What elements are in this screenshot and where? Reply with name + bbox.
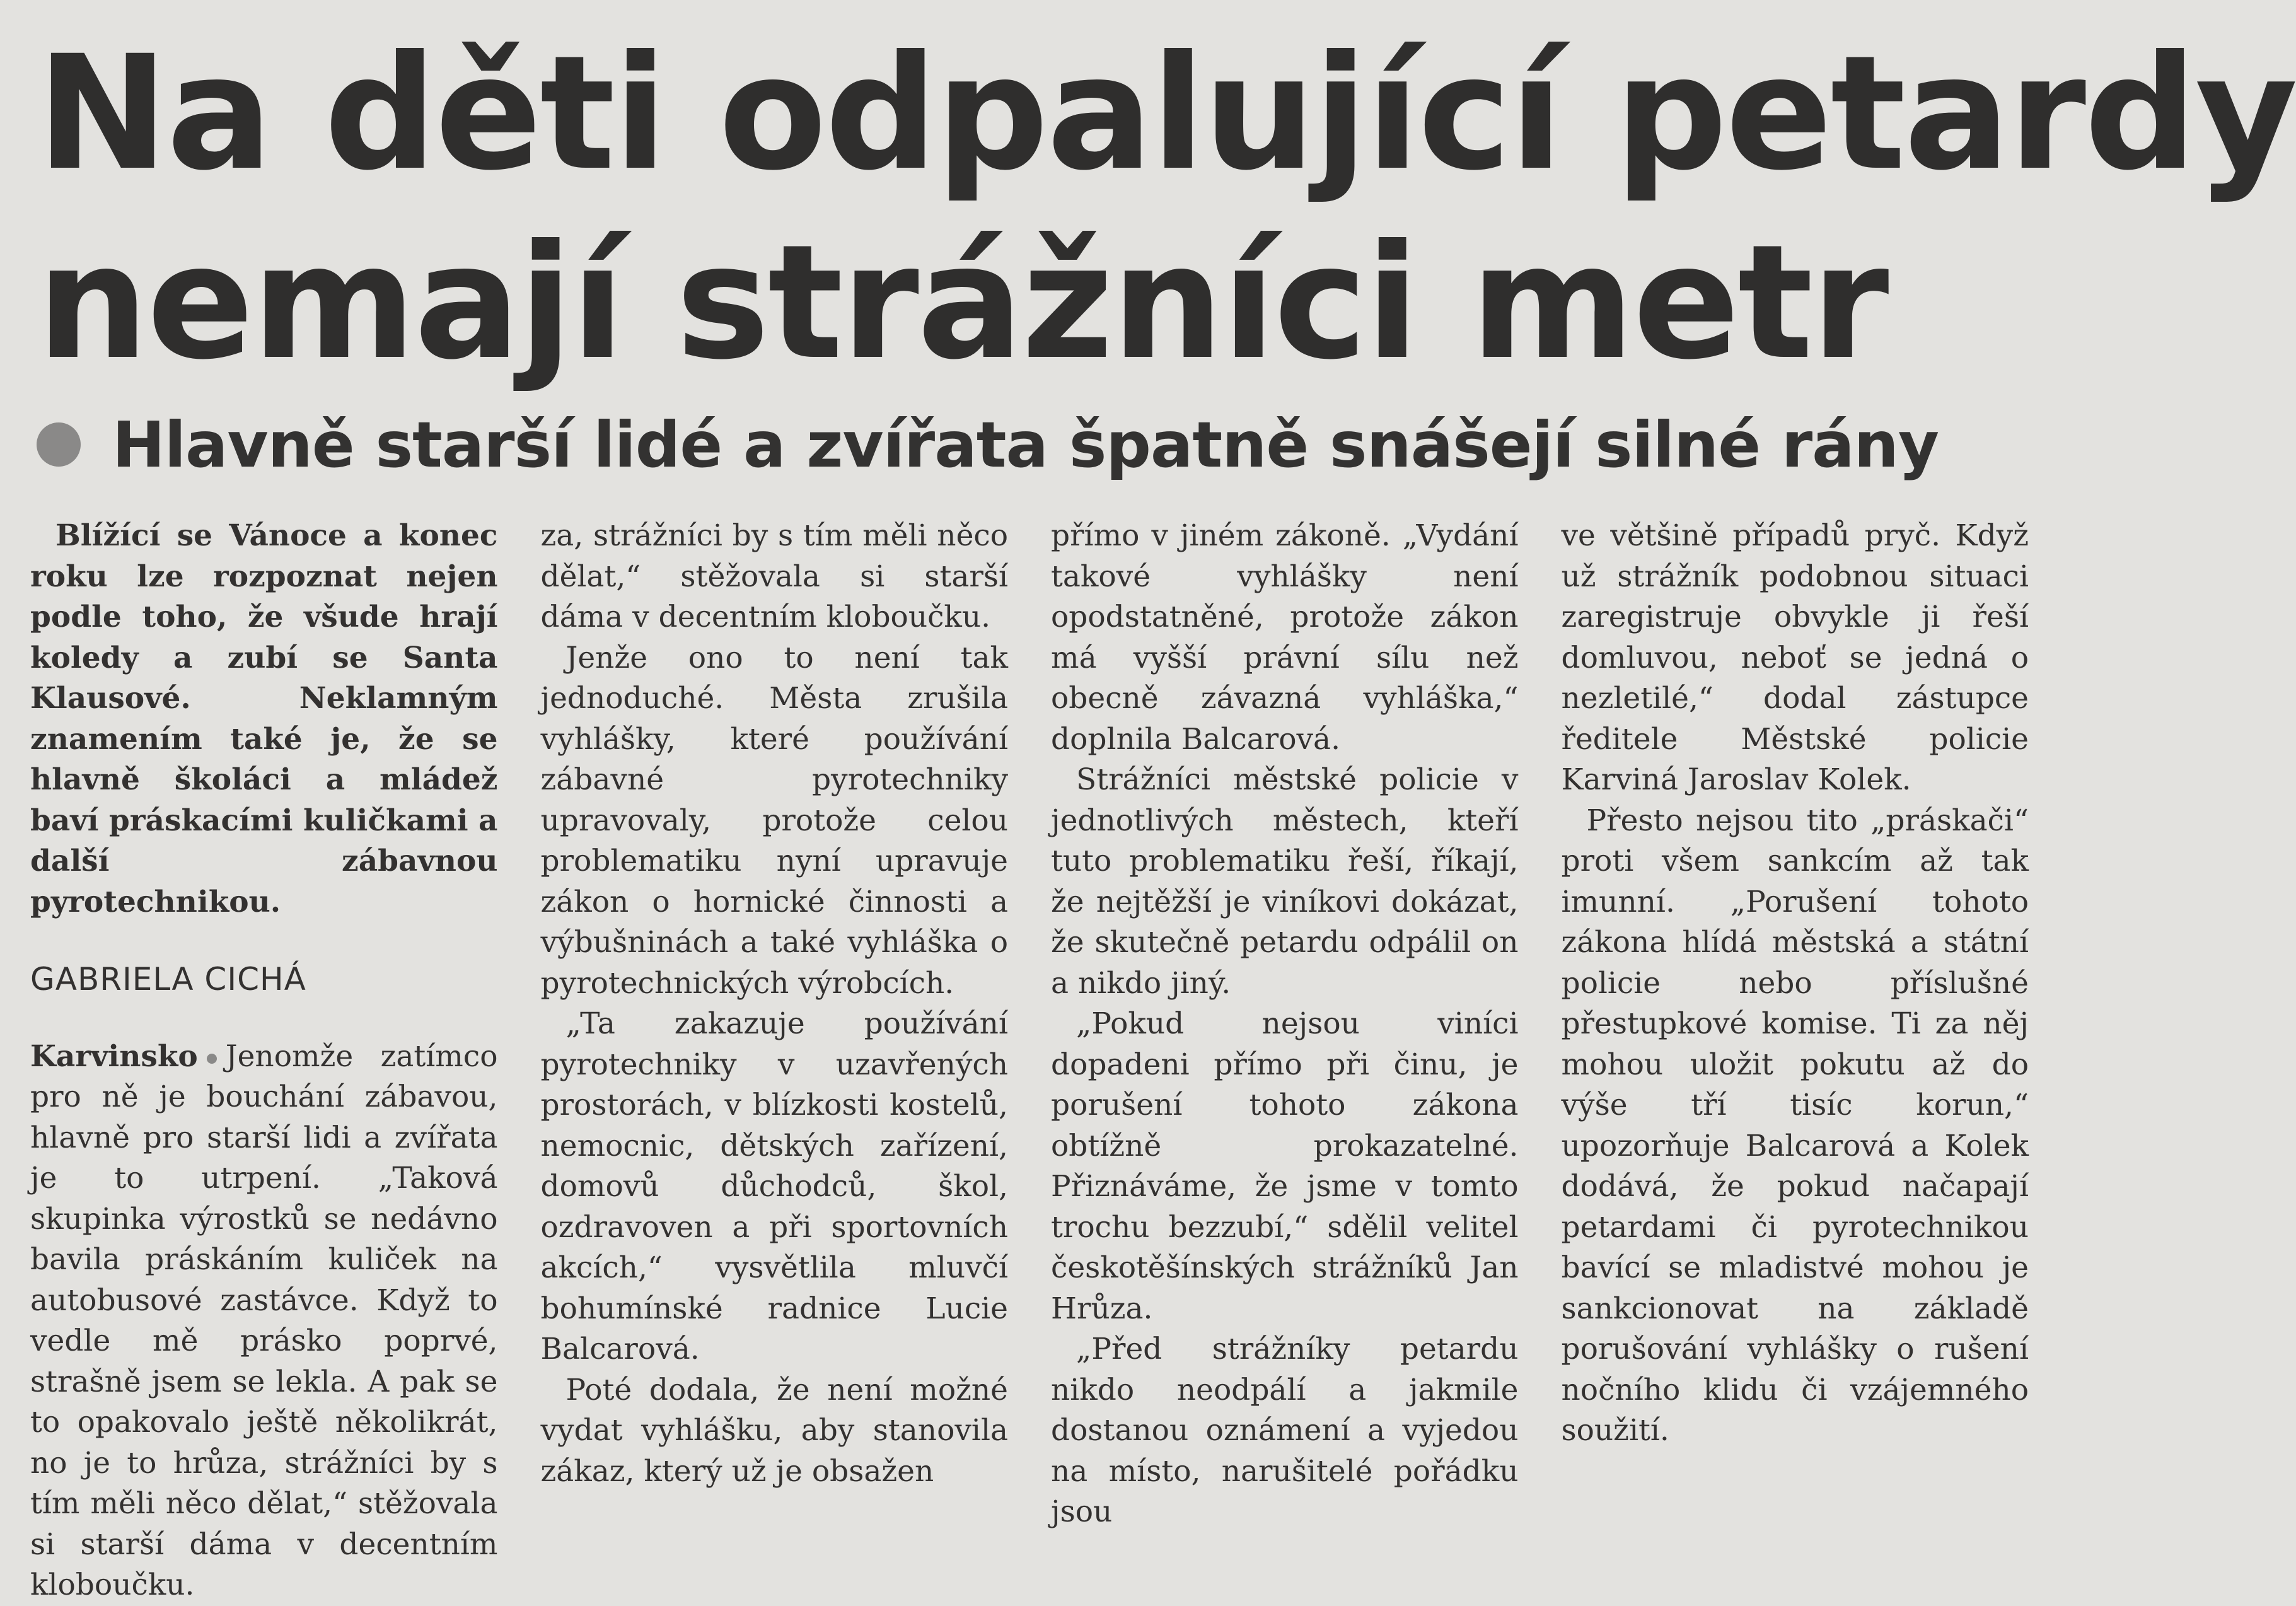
paragraph: Jenže ono to není tak jednoduché. Města zrušila vyhlášky, které používání zábavné pyrotechniky upravovaly, protože celou problematiku nyní upravuje zákon o hornické činnosti a výbušninách a také vyhláška o pyrotechnických výrobcích. [540,640,1008,1001]
paragraph: přímo v jiném zákoně. „Vydání takové vyhlášky není opodstatněné, protože zákon má vyšší právní sílu než obecně závazná vyhláška,“ doplnila Balcarová. [1051,518,1519,757]
paragraph: za, strážníci by s tím měli něco dělat,“ stěžovala si starší dáma v decentním kloboučku. [540,518,1008,634]
paragraph: „Ta zakazuje používání pyrotechniky v uzavřených prostorách, v blízkosti kostelů, nemocnic, dětských zařízení, domovů důchodců, škol, ozdravoven a při sportovních akcích,“ vysvětlila mluvčí bohumínské radnice Lucie Balcarová. [540,1006,1008,1366]
byline: GABRIELA CICHÁ [30,961,306,998]
paragraph: „Pokud nejsou viníci dopadeni přímo při činu, je porušení tohoto zákona obtížně prokazatelné. Přiznáváme, že jsme v tomto trochu bezzubí,“ sdělil velitel českotěšínských strážníků Jan Hrůza. [1051,1006,1519,1326]
column-1-text: Jenomže zatímco pro ně je bouchání zábavou, hlavně pro starší lidi a zvířata je to utrpení. „Taková skupinka výrostků se nedávno bavila práskáním kuliček na autobusové zastávce. Když to vedle mě prásko poprvé, strašně jsem se lekla. A pak se to opakovalo ještě několikrát, no je to hrůza, strážníci by s tím měli něco dělat,“ stěžovala si starší dáma v decentním kloboučku. [30,1039,498,1602]
column-2 [540,516,1009,1489]
paragraph: Strážníci městské policie v jednotlivých městech, kteří tuto problematiku řeší, říkají, že nejtěžší je viníkovi dokázat, že skutečně petardu odpálil on a nikdo jiný. [1051,762,1519,1001]
headline-line-2: nemají strážníci metr [37,211,1887,394]
column-1 [30,516,498,1602]
headline-line-1: Na děti odpalující petardy [37,21,2296,205]
column-1-paragraph [30,1037,498,1606]
subheadline [37,404,2022,486]
column-3 [1051,516,1519,1529]
headline [37,19,2296,397]
subheadline-text: Hlavně starší lidé a zvířata špatně snášejí silné rány [112,407,1939,482]
paragraph: Přesto nejsou tito „práskači“ proti všem sankcím až tak imunní. „Porušení tohoto zákona hlídá městská a státní policie nebo příslušné přestupkové komise. Ti za něj mohou uložit pokutu až do výše tří tisíc korun,“ upozorňuje Balcarová a Kolek dodává, že pokud načapají petardami či pyrotechnikou bavící se mladistvé mohou je sankcionovat na základě porušování vyhlášky o rušení nočního klidu či vzájemného soužití. [1561,803,2029,1448]
lead-paragraph: Blížící se Vánoce a konec roku lze rozpoznat nejen podle toho, že všude hrají koledy a zubí se Santa Klausové. Neklamným znamením také je, že se hlavně školáci a mládež baví práskacími kuličkami a další zábavnou pyrotechnikou. [30,518,498,919]
paragraph: ve většině případů pryč. Když už strážník podobnou situaci zaregistruje obvykle ji řeší domluvou, neboť se jedná o nezletilé,“ dodal zástupce ředitele Městské policie Karviná Jaroslav Kolek. [1561,518,2029,797]
paragraph: Poté dodala, že není možné vydat vyhlášku, aby stanovila zákaz, který už je obsažen [540,1372,1008,1489]
column-4 [1561,516,2029,1448]
dot-separator-icon [207,1054,217,1064]
bullet-icon [37,422,81,467]
article-body [30,516,2029,1602]
dateline: Karvinsko [30,1039,198,1074]
paragraph: „Před strážníky petardu nikdo neodpálí a jakmile dostanou oznámení a vyjedou na místo, narušitelé pořádku jsou [1051,1332,1519,1529]
